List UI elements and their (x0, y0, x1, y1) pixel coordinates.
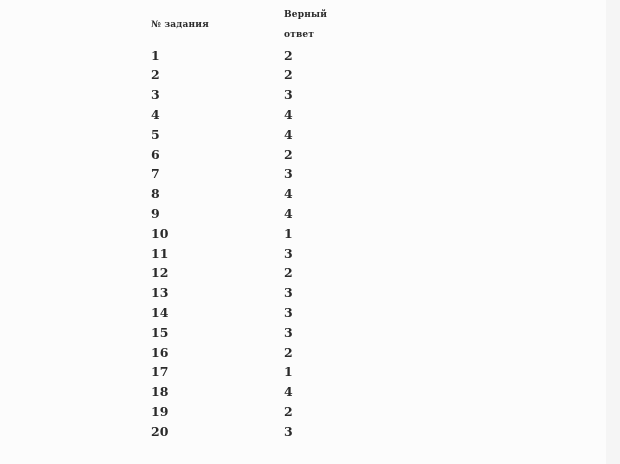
correct-answer-cell: 4 (284, 186, 293, 202)
answer-key-table (151, 6, 344, 442)
task-number-cell: 16 (151, 344, 169, 360)
correct-answer-cell: 1 (284, 225, 293, 241)
table-row (151, 263, 344, 283)
task-number-cell: 19 (151, 403, 169, 419)
table-row (151, 184, 344, 204)
table-row (151, 85, 344, 105)
correct-answer-cell: 2 (284, 67, 293, 83)
task-number-cell: 9 (151, 205, 160, 221)
table-row (151, 422, 344, 442)
task-number-cell: 13 (151, 285, 169, 301)
task-number-header: № задания (151, 19, 210, 30)
correct-answer-cell: 2 (284, 265, 293, 281)
table-row (151, 362, 344, 382)
table-row (151, 65, 344, 85)
task-number-cell: 14 (151, 304, 169, 320)
table-row (151, 303, 344, 323)
table-row (151, 323, 344, 343)
task-number-cell: 1 (151, 47, 160, 63)
task-number-cell: 11 (151, 245, 169, 261)
task-number-cell: 6 (151, 146, 160, 162)
table-row (151, 125, 344, 145)
table-row (151, 343, 344, 363)
task-number-cell: 8 (151, 186, 160, 202)
correct-answer-cell: 3 (284, 245, 293, 261)
correct-answer-cell: 3 (284, 324, 293, 340)
table-row (151, 402, 344, 422)
correct-answer-cell: 4 (284, 106, 293, 122)
table-row (151, 224, 344, 244)
correct-answer-cell: 3 (284, 423, 293, 439)
table-row (151, 244, 344, 264)
correct-answer-cell: 3 (284, 87, 293, 103)
table-body (151, 46, 344, 442)
correct-answer-cell: 1 (284, 364, 293, 380)
correct-answer-cell: 3 (284, 304, 293, 320)
task-number-cell: 7 (151, 166, 160, 182)
table-row (151, 382, 344, 402)
task-number-cell: 18 (151, 384, 169, 400)
task-number-cell: 2 (151, 67, 160, 83)
correct-answer-cell: 2 (284, 146, 293, 162)
task-number-cell: 15 (151, 324, 169, 340)
task-number-cell: 17 (151, 364, 169, 380)
correct-answer-cell: 4 (284, 205, 293, 221)
correct-answer-cell: 4 (284, 384, 293, 400)
correct-answer-cell: 2 (284, 47, 293, 63)
task-number-cell: 5 (151, 126, 160, 142)
task-number-cell: 3 (151, 87, 160, 103)
table-row (151, 164, 344, 184)
task-number-cell: 10 (151, 225, 169, 241)
correct-answer-cell: 2 (284, 403, 293, 419)
table-row (151, 46, 344, 66)
table-header-row (151, 6, 344, 46)
table-row (151, 145, 344, 165)
task-number-cell: 4 (151, 106, 160, 122)
task-number-cell: 12 (151, 265, 169, 281)
correct-answer-cell: 3 (284, 285, 293, 301)
table-row (151, 283, 344, 303)
task-number-cell: 20 (151, 423, 169, 439)
correct-answer-cell: 2 (284, 344, 293, 360)
table-row (151, 105, 344, 125)
correct-answer-cell: 4 (284, 126, 293, 142)
page-edge (606, 0, 620, 464)
correct-answer-cell: 3 (284, 166, 293, 182)
correct-answer-header: Верный ответ (284, 10, 328, 40)
table-row (151, 204, 344, 224)
